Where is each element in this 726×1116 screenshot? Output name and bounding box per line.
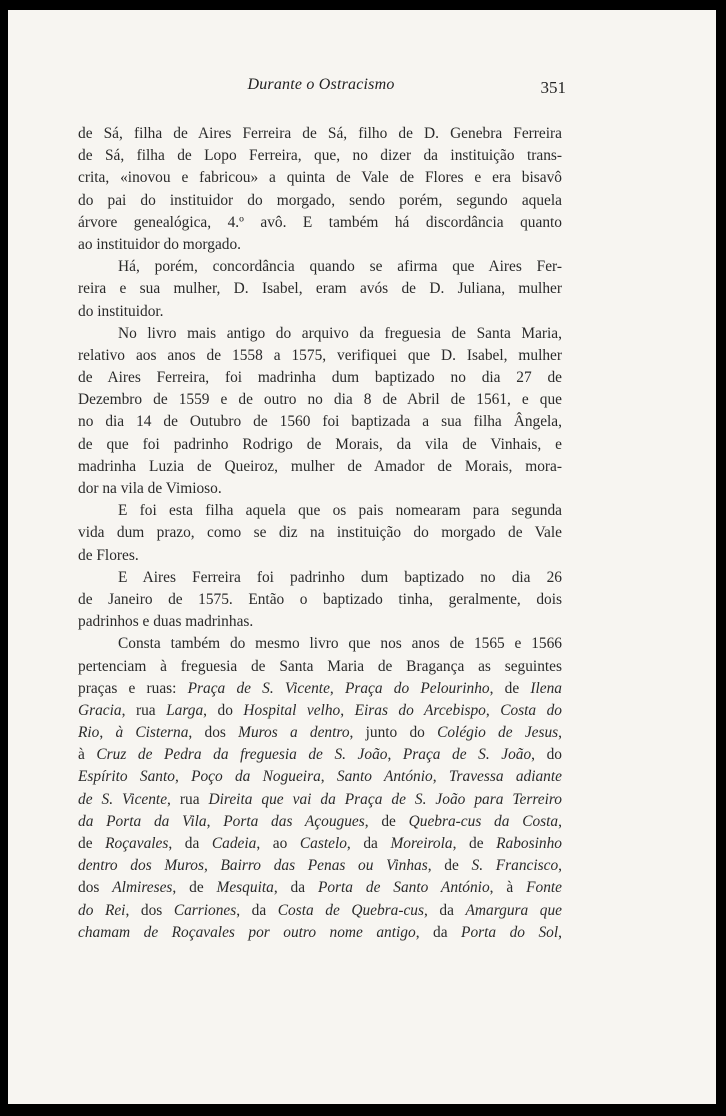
italic-place-name: da Porta da Vila <box>78 812 207 830</box>
text-segment: , <box>432 768 449 786</box>
text-line <box>78 855 562 877</box>
text-line: crita, «inovou e fabricou» a quinta de Vale de Flores e era bisavô <box>78 169 562 187</box>
text-line: dor na vila de Vimioso. <box>78 480 222 497</box>
italic-place-name: Amargura que <box>465 901 562 919</box>
text-segment: , do <box>531 746 562 764</box>
text-segment: à <box>78 746 97 764</box>
text-segment: , do <box>203 701 244 719</box>
italic-place-name: Praça de S. João <box>402 746 532 764</box>
text-segment: , de <box>172 879 217 897</box>
text-line <box>78 833 562 855</box>
text-segment: , ao <box>256 835 300 852</box>
text-line: Há, porém, concordância quando se afirma que Aires Fer- <box>118 258 562 276</box>
text-line: de Janeiro de 1575. Então o baptizado tinha, geralmente, dois <box>78 590 562 608</box>
text-segment: , da <box>424 901 466 919</box>
text-segment: , dos <box>188 724 239 742</box>
italic-place-name: Praça de S. Vicente <box>187 679 330 697</box>
italic-place-name: Carriones <box>173 901 237 919</box>
italic-place-name: Poço da Nogueira <box>191 768 321 786</box>
text-line <box>78 678 562 700</box>
text-line: E foi esta filha aquela que os pais nomearam para segunda <box>118 502 562 520</box>
text-line <box>78 766 562 788</box>
italic-place-name: Rabosinho <box>496 835 562 852</box>
italic-place-name: de S. Vicente <box>78 790 168 808</box>
italic-place-name: Roçavales <box>105 835 169 852</box>
italic-place-name: Porta do Sol <box>461 923 559 941</box>
body-text <box>78 123 562 944</box>
italic-place-name: S. Francisco <box>471 857 559 875</box>
italic-place-name: Porta de Santo António <box>317 879 490 897</box>
text-segment: , de <box>427 857 472 875</box>
text-segment: , <box>329 679 345 697</box>
italic-place-name: do Rei <box>78 901 126 919</box>
text-line: madrinha Luzia de Queiroz, mulher de Amador de Morais, mora- <box>78 457 562 475</box>
italic-place-name: Rio <box>78 724 100 742</box>
text-line: E Aires Ferreira foi padrinho dum baptizado no dia 26 <box>118 568 562 586</box>
text-line: de Aires Ferreira, foi madrinha dum baptizado no dia 27 de <box>78 369 562 387</box>
italic-place-name: Travessa adiante <box>448 768 562 786</box>
text-line <box>78 922 562 944</box>
text-line: Consta também do mesmo livro que nos anos de 1565 e 1566 <box>118 635 562 653</box>
italic-place-name: Eiras do Arcebispo <box>354 701 486 719</box>
text-segment: , <box>174 768 192 786</box>
text-line <box>78 700 562 722</box>
italic-place-name: Direita que vai da Praça de S. João para Terreiro <box>208 790 562 808</box>
text-segment: praças e ruas: <box>78 679 188 697</box>
italic-place-name: Hospital velho <box>243 701 341 719</box>
text-line: No livro mais antigo do arquivo da freguesia de Santa Maria, <box>118 324 562 342</box>
text-line: vida dum prazo, como se diz na instituição do morgado de Vale <box>78 524 562 542</box>
text-segment: , de <box>489 679 531 697</box>
text-segment: , de <box>452 835 497 852</box>
italic-place-name: Almireses <box>112 879 173 897</box>
text-segment: , da <box>346 835 391 852</box>
text-segment: , rua <box>121 701 167 719</box>
italic-place-name: Praça do Pelourinho <box>344 679 490 697</box>
text-line <box>78 900 562 922</box>
text-line: padrinhos e duas madrinhas. <box>78 613 254 631</box>
text-segment: , <box>485 701 501 719</box>
italic-place-name: Espírito Santo <box>78 768 175 786</box>
book-page <box>8 10 716 1104</box>
text-segment: , da <box>273 879 318 897</box>
text-line: no dia 14 de Outubro de 1560 foi baptizada a sua filha Ângela, <box>78 413 562 431</box>
text-line: ao instituidor do morgado. <box>78 235 242 253</box>
text-segment: , <box>387 746 403 764</box>
italic-place-name: Mesquita <box>216 879 274 897</box>
italic-place-name: Castelo <box>299 835 347 852</box>
text-segment: , da <box>168 835 212 852</box>
italic-place-name: Bairro das Penas ou Vinhas <box>220 857 428 875</box>
italic-place-name: chamam de Roçavales por outro nome antigo <box>78 923 416 941</box>
text-segment: , <box>558 923 562 941</box>
italic-place-name: Moreirola <box>390 835 453 852</box>
page-header <box>76 76 566 102</box>
italic-place-name: Muros a dentro <box>238 724 350 742</box>
text-segment: , <box>320 768 337 786</box>
text-segment: , <box>99 724 116 742</box>
text-line <box>78 789 562 811</box>
italic-place-name: Colégio de Jesus <box>437 724 559 742</box>
text-line <box>78 811 562 833</box>
text-segment: , <box>206 812 224 830</box>
italic-place-name: Fonte <box>526 879 562 897</box>
italic-place-name: Santo António <box>336 768 433 786</box>
italic-place-name: Cruz de Pedra da freguesia de S. João <box>96 746 388 764</box>
text-line: do instituidor. <box>78 302 164 320</box>
text-segment: , <box>340 701 355 719</box>
italic-place-name: Gracia <box>78 701 122 719</box>
text-segment: dos <box>78 879 113 897</box>
text-segment: , dos <box>125 901 174 919</box>
text-segment: , rua <box>167 790 209 808</box>
text-line: reira e sua mulher, D. Isabel, eram avós de D. Juliana, mulher <box>78 280 562 298</box>
text-line: de Sá, filha de Aires Ferreira de Sá, filho de D. Genebra Ferreira <box>78 125 562 142</box>
italic-place-name: Ilena <box>530 679 562 697</box>
text-segment: , <box>558 812 562 830</box>
text-segment: de <box>78 835 106 852</box>
text-line <box>78 722 562 744</box>
text-segment: , da <box>415 923 462 941</box>
text-line: de Sá, filha de Lopo Ferreira, que, no dizer da instituição trans- <box>78 147 562 165</box>
text-line: pertenciam à freguesia de Santa Maria de Bragança as seguintes <box>78 657 562 675</box>
text-line: de Flores. <box>78 546 139 564</box>
italic-place-name: Larga <box>166 701 204 719</box>
text-line: Dezembro de 1559 e de outro no dia 8 de Abril de 1561, e que <box>78 391 562 409</box>
text-segment: , junto do <box>349 724 438 742</box>
text-line: do pai do instituidor do morgado, sendo porém, segundo aquela <box>78 191 562 209</box>
text-segment: , <box>558 857 562 875</box>
text-line <box>78 877 562 899</box>
running-title: Durante o Ostracismo <box>247 76 395 93</box>
text-line <box>78 744 562 766</box>
text-line: relativo aos anos de 1558 a 1575, verifiquei que D. Isabel, mulher <box>78 346 562 364</box>
text-line: árvore genealógica, 4.º avô. E também há discordância quanto <box>78 213 562 231</box>
text-segment: , da <box>236 901 278 919</box>
italic-place-name: Costa de Quebra-cus <box>277 901 424 919</box>
text-segment: , <box>203 857 221 875</box>
italic-place-name: Costa do <box>500 701 562 719</box>
text-segment: , à <box>489 879 527 897</box>
italic-place-name: Quebra-cus da Costa <box>408 812 559 830</box>
text-line: de que foi padrinho Rodrigo de Morais, da vila de Vinhais, e <box>78 435 562 453</box>
text-segment: , <box>558 724 562 742</box>
italic-place-name: dentro dos Muros <box>78 857 204 875</box>
page-number: 351 <box>540 78 566 97</box>
text-segment: , de <box>364 812 409 830</box>
italic-place-name: Porta das Açougues <box>223 812 365 830</box>
italic-place-name: Cadeia <box>211 835 257 852</box>
italic-place-name: à Cisterna <box>115 724 189 742</box>
